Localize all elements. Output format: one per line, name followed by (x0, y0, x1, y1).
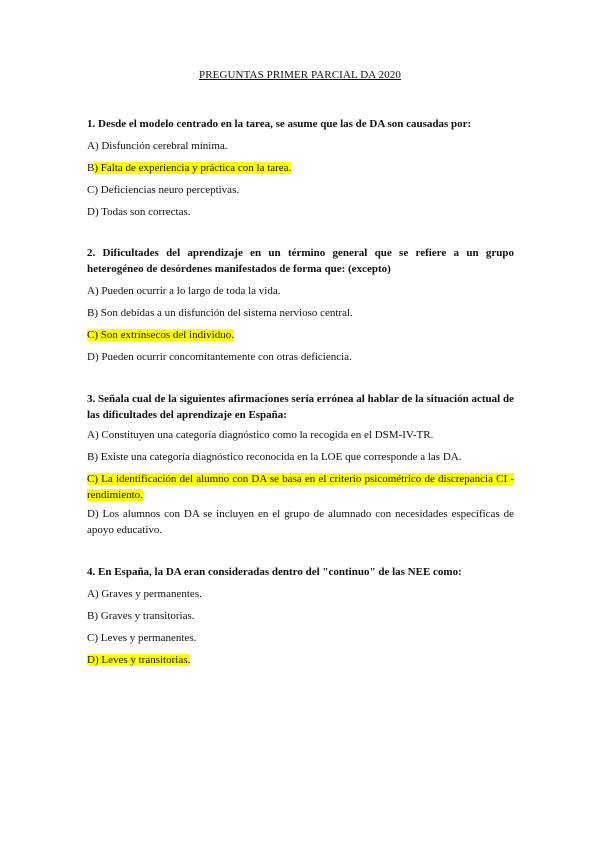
document-title: PREGUNTAS PRIMER PARCIAL DA 2020 (199, 69, 401, 81)
highlighted-answer: C) La identificación del alumno con DA se basa en el criterio psicométrico de discrepancia CI -rendimiento. (87, 473, 514, 501)
q2-option-d (87, 349, 514, 365)
question-2: 2. Dificultades del aprendizaje en un término general que se refiere a un grupo heterogéneo de desórdenes manifestados de forma que: (excepto) (87, 247, 514, 275)
option-prefix: C) (87, 184, 101, 196)
option-text: Deficiencias neuro perceptivas. (100, 184, 240, 196)
q4-option-d (87, 652, 514, 668)
option-prefix: B) (87, 451, 101, 463)
q2-option-b (87, 305, 514, 321)
option-prefix: A) (87, 140, 102, 152)
option-prefix: B (87, 162, 95, 174)
q1-option-b (87, 160, 514, 176)
option-text: Son debidas a un disfunción del sistema nervioso central. (100, 307, 353, 319)
option-prefix: A) (87, 285, 102, 297)
option-prefix: D) (87, 206, 102, 218)
q4-option-c (87, 630, 514, 646)
q1-option-c (87, 182, 514, 198)
option-prefix: C) (87, 632, 101, 644)
highlighted-answer: D) Leves y transitorias. (87, 654, 191, 666)
option-text: Leves y permanentes. (100, 632, 197, 644)
q3-option-c (87, 471, 514, 503)
option-text: Graves y transitorias. (100, 610, 195, 622)
q3-option-d (87, 506, 514, 538)
option-text: Todas son correctas. (101, 206, 191, 218)
option-prefix: D) (87, 351, 102, 363)
option-text: Disfunción cerebral mínima. (101, 140, 228, 152)
q3-option-a (87, 427, 514, 443)
q2-option-c (87, 327, 514, 343)
option-text: Graves y permanentes. (101, 588, 202, 600)
question-3: 3. Señala cual de la siguientes afirmaciones sería errónea al hablar de la situación actual de las dificultades del aprendizaje en España: (87, 393, 514, 421)
option-prefix: B) (87, 610, 101, 622)
highlighted-answer: C) Son extrínsecos del individuo. (87, 329, 234, 341)
question-4: 4. En España, la DA eran consideradas dentro del "continuo" de las NEE como: (87, 566, 462, 578)
option-prefix: A) (87, 429, 102, 441)
option-prefix: D) (87, 508, 103, 520)
highlighted-answer: ) Falta de experiencia y práctica con la tarea. (94, 162, 292, 174)
option-text: Pueden ocurrir concomitantemente con otras deficiencia. (101, 351, 352, 363)
question-1: 1. Desde el modelo centrado en la tarea, se asume que las de DA son causadas por: (87, 118, 472, 130)
q4-option-a (87, 586, 514, 602)
q4-option-b (87, 608, 514, 624)
option-text: Constituyen una categoría diagnóstico como la recogida en el DSM-IV-TR. (101, 429, 434, 441)
option-text: Existe una categoría diagnóstico reconocida en la LOE que corresponde a las DA. (100, 451, 462, 463)
q2-option-a (87, 283, 514, 299)
q3-option-b (87, 449, 514, 465)
q1-option-d (87, 204, 514, 220)
q1-option-a (87, 138, 514, 154)
option-text: Pueden ocurrir a lo largo de toda la vida. (101, 285, 281, 297)
option-text: Los alumnos con DA se incluyen en el grupo de alumnado con necesidades específicas de apoyo educativo. (87, 508, 514, 536)
option-prefix: A) (87, 588, 102, 600)
option-prefix: B) (87, 307, 101, 319)
